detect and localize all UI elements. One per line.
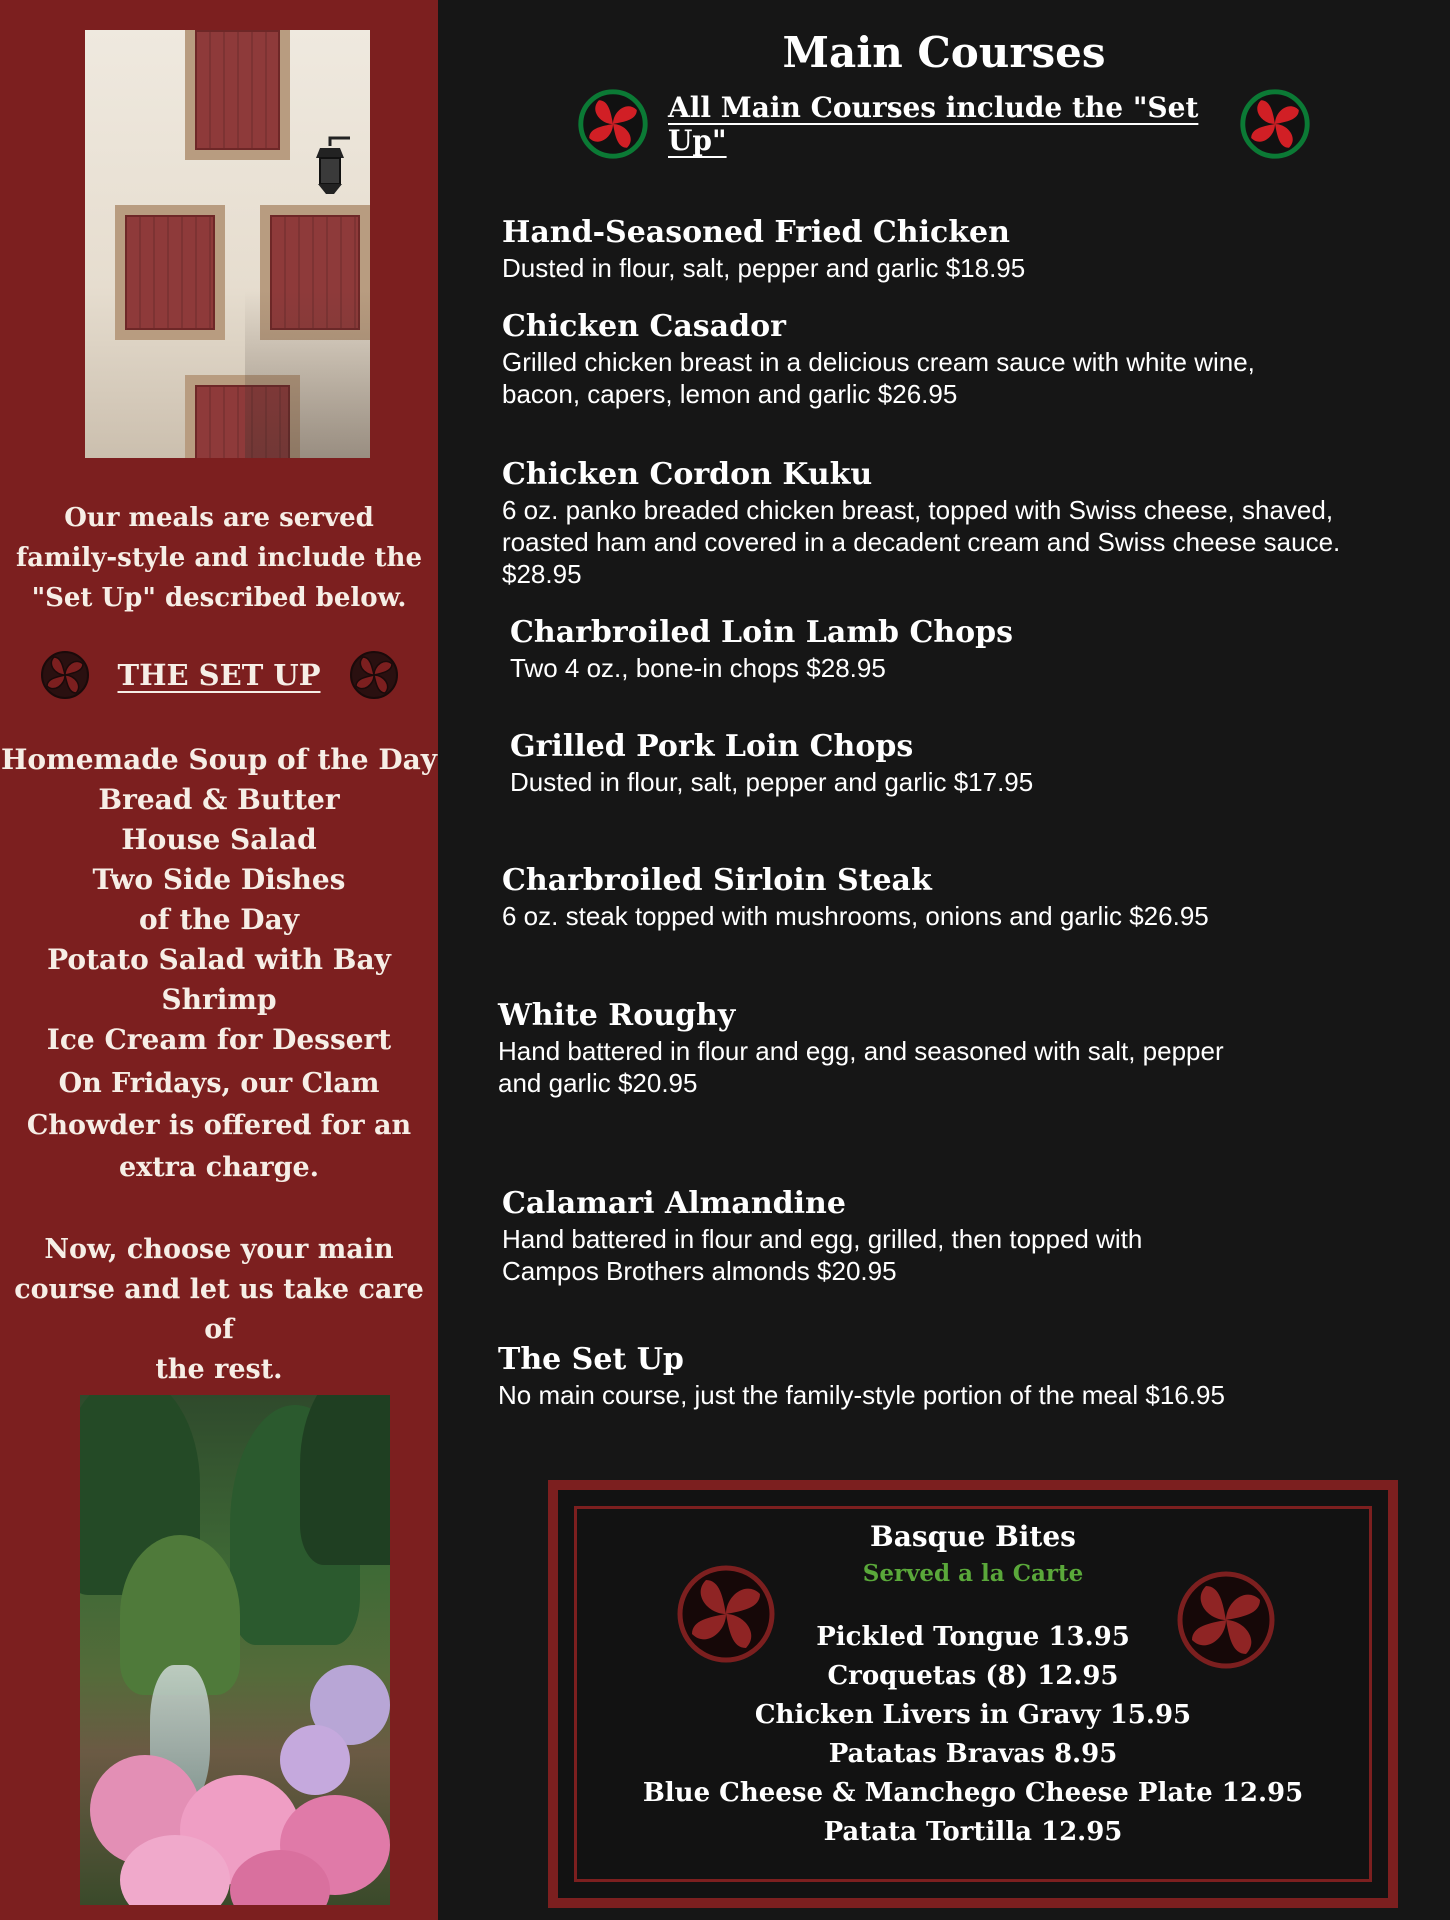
dish-name: Charbroiled Sirloin Steak (502, 863, 932, 898)
lauburu-icon (1240, 89, 1310, 159)
dish-name: Hand-Seasoned Fried Chicken (502, 215, 1010, 250)
dish-name: Grilled Pork Loin Chops (510, 729, 914, 764)
dish-desc: and garlic $20.95 (498, 1068, 698, 1098)
setup-item: Bread & Butter (98, 783, 340, 816)
dish-desc: Dusted in flour, salt, pepper and garlic $18.95 (502, 253, 1026, 283)
garden-photo (80, 1395, 390, 1905)
lauburu-icon (578, 89, 648, 159)
dish-desc: $28.95 (502, 559, 582, 589)
bite-item: Patatas Bravas 8.95 (828, 1739, 1118, 1769)
subtitle: All Main Courses include the "Set Up" (668, 91, 1199, 157)
friday-line: Chowder is offered for an (26, 1110, 412, 1141)
bite-item: Pickled Tongue 13.95 (816, 1622, 1130, 1652)
dish-name: Chicken Cordon Kuku (502, 457, 873, 492)
dish-calamari (502, 1185, 1432, 1287)
bites-list (558, 1618, 1388, 1852)
building-photo (85, 30, 370, 458)
bite-item: Blue Cheese & Manchego Cheese Plate 12.95 (642, 1778, 1304, 1808)
dish-desc: Dusted in flour, salt, pepper and garlic $17.95 (510, 767, 1034, 797)
intro-line: "Set Up" described below. (31, 583, 407, 613)
lantern-icon (310, 130, 350, 200)
dish-name: Chicken Casador (502, 309, 786, 344)
dish-desc: bacon, capers, lemon and garlic $26.95 (502, 379, 958, 409)
dish-desc: Hand battered in flour and egg, grilled, then topped with (502, 1224, 1143, 1254)
setup-item: House Salad (121, 823, 317, 856)
setup-item: Homemade Soup of the Day (0, 743, 438, 776)
setup-item: Two Side Dishes (92, 863, 346, 896)
intro-line: Our meals are served (64, 503, 374, 533)
dish-desc: Hand battered in flour and egg, and seasoned with salt, pepper (498, 1036, 1224, 1066)
choose-line: course and let us take care of (14, 1274, 424, 1345)
choose-line: Now, choose your main (44, 1234, 394, 1265)
dish-fried-chicken (502, 214, 1432, 284)
page-title: Main Courses (782, 28, 1106, 77)
bite-item: Chicken Livers in Gravy 15.95 (754, 1700, 1192, 1730)
dish-white-roughy (498, 997, 1428, 1099)
setup-item: Ice Cream for Dessert (46, 1023, 392, 1056)
dish-desc: Grilled chicken breast in a delicious cream sauce with white wine, (502, 347, 1255, 377)
setup-item: Potato Salad with Bay Shrimp (47, 943, 391, 1016)
dish-desc: No main course, just the family-style portion of the meal $16.95 (498, 1380, 1225, 1410)
dish-chicken-casador (502, 308, 1432, 410)
dish-cordon-kuku (502, 456, 1432, 590)
bites-subtitle: Served a la Carte (862, 1560, 1084, 1587)
basque-bites-box (548, 1480, 1398, 1908)
dish-desc: roasted ham and covered in a decadent cream and Swiss cheese sauce. (502, 527, 1341, 557)
dish-desc: 6 oz. panko breaded chicken breast, topped with Swiss cheese, shaved, (502, 495, 1334, 525)
bites-title: Basque Bites (870, 1520, 1076, 1553)
dish-name: White Roughy (498, 998, 736, 1033)
lauburu-icon (40, 650, 90, 700)
setup-heading-label: THE SET UP (117, 658, 321, 692)
setup-heading (0, 650, 438, 700)
setup-item: of the Day (138, 903, 299, 936)
dish-sirloin-steak (502, 862, 1432, 932)
friday-line: extra charge. (118, 1152, 320, 1183)
dish-set-up (498, 1341, 1428, 1411)
friday-line: On Fridays, our Clam (58, 1068, 380, 1099)
dish-name: Calamari Almandine (502, 1186, 846, 1221)
intro-line: family-style and include the (15, 543, 423, 573)
lauburu-icon (349, 650, 399, 700)
dish-name: Charbroiled Loin Lamb Chops (510, 615, 1014, 650)
bite-item: Croquetas (8) 12.95 (827, 1661, 1119, 1691)
dish-pork-chops (510, 728, 1440, 798)
bite-item: Patata Tortilla 12.95 (823, 1817, 1123, 1847)
dish-lamb-chops (510, 614, 1440, 684)
sidebar (0, 0, 438, 1920)
intro-text (12, 498, 426, 618)
dish-desc: Two 4 oz., bone-in chops $28.95 (510, 653, 886, 683)
choose-line: the rest. (155, 1354, 283, 1385)
setup-list (0, 740, 438, 1060)
subtitle-row (578, 84, 1310, 164)
friday-note (12, 1063, 426, 1189)
dish-name: The Set Up (498, 1342, 684, 1377)
dish-desc: Campos Brothers almonds $20.95 (502, 1256, 897, 1286)
choose-note (8, 1230, 430, 1390)
main-courses (438, 0, 1450, 1920)
dish-desc: 6 oz. steak topped with mushrooms, onions and garlic $26.95 (502, 901, 1209, 931)
